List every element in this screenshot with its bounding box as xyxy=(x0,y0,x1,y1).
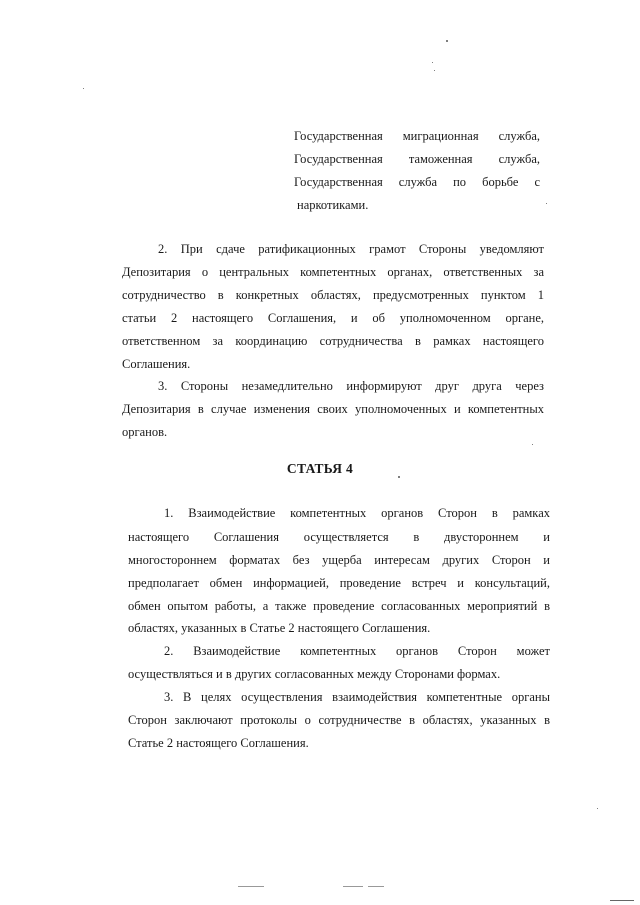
scan-speck xyxy=(446,40,448,42)
scan-speck xyxy=(610,900,634,901)
paragraph-line: Депозитария в случае изменения своих уполномоченных и компетентных xyxy=(122,402,544,416)
services-line: наркотиками. xyxy=(297,198,369,212)
paragraph-line: Статье 2 настоящего Соглашения. xyxy=(128,736,309,750)
paragraph-line: сотрудничество в конкретных областях, предусмотренных пунктом 1 xyxy=(122,288,544,302)
scan-speck xyxy=(432,62,433,63)
paragraph-line: обмен опытом работы, а также проведение согласованных мероприятий в xyxy=(128,599,550,613)
paragraph-line: предполагает обмен информацией, проведение встреч и консультаций, xyxy=(128,576,550,590)
scan-speck xyxy=(368,886,384,887)
paragraph-line: 2. При сдаче ратификационных грамот Стороны уведомляют xyxy=(158,242,544,256)
paragraph-line: органов. xyxy=(122,425,168,439)
paragraph-line: 1. Взаимодействие компетентных органов Сторон в рамках xyxy=(164,506,550,520)
paragraph-line: 2. Взаимодействие компетентных органов Сторон может xyxy=(164,644,550,658)
paragraph-line: настоящего Соглашения осуществляется в двустороннем и xyxy=(128,530,550,544)
scan-speck xyxy=(546,203,547,204)
paragraph-line: Депозитария о центральных компетентных органах, ответственных за xyxy=(122,265,544,279)
scan-speck xyxy=(597,808,598,809)
paragraph-line: многостороннем форматах без ущерба интересам других Сторон и xyxy=(128,553,550,567)
article-title: СТАТЬЯ 4 xyxy=(286,461,354,476)
paragraph-line: 3. В целях осуществления взаимодействия компетентные органы xyxy=(164,690,550,704)
scan-speck xyxy=(343,886,363,887)
scan-speck xyxy=(238,886,264,887)
paragraph-line: областях, указанных в Статье 2 настоящего Соглашения. xyxy=(128,621,431,635)
services-line: Государственная таможенная служба, xyxy=(294,152,540,166)
scan-speck xyxy=(434,70,435,71)
paragraph-line: осуществляться и в других согласованных между Сторонами формах. xyxy=(128,667,501,681)
services-line: Государственная миграционная служба, xyxy=(294,129,540,143)
paragraph-line: Сторон заключают протоколы о сотрудничестве в областях, указанных в xyxy=(128,713,550,727)
paragraph-line: ответственном за координацию сотрудничества в рамках настоящего xyxy=(122,334,544,348)
services-line: Государственная служба по борьбе с xyxy=(294,175,540,189)
paragraph-line: 3. Стороны незамедлительно информируют друг друга через xyxy=(158,379,544,393)
scan-speck xyxy=(398,476,400,478)
scan-speck xyxy=(532,444,533,445)
paragraph-line: статьи 2 настоящего Соглашения, и об уполномоченном органе, xyxy=(122,311,544,325)
scan-speck xyxy=(83,88,84,89)
paragraph-line: Соглашения. xyxy=(122,357,191,371)
